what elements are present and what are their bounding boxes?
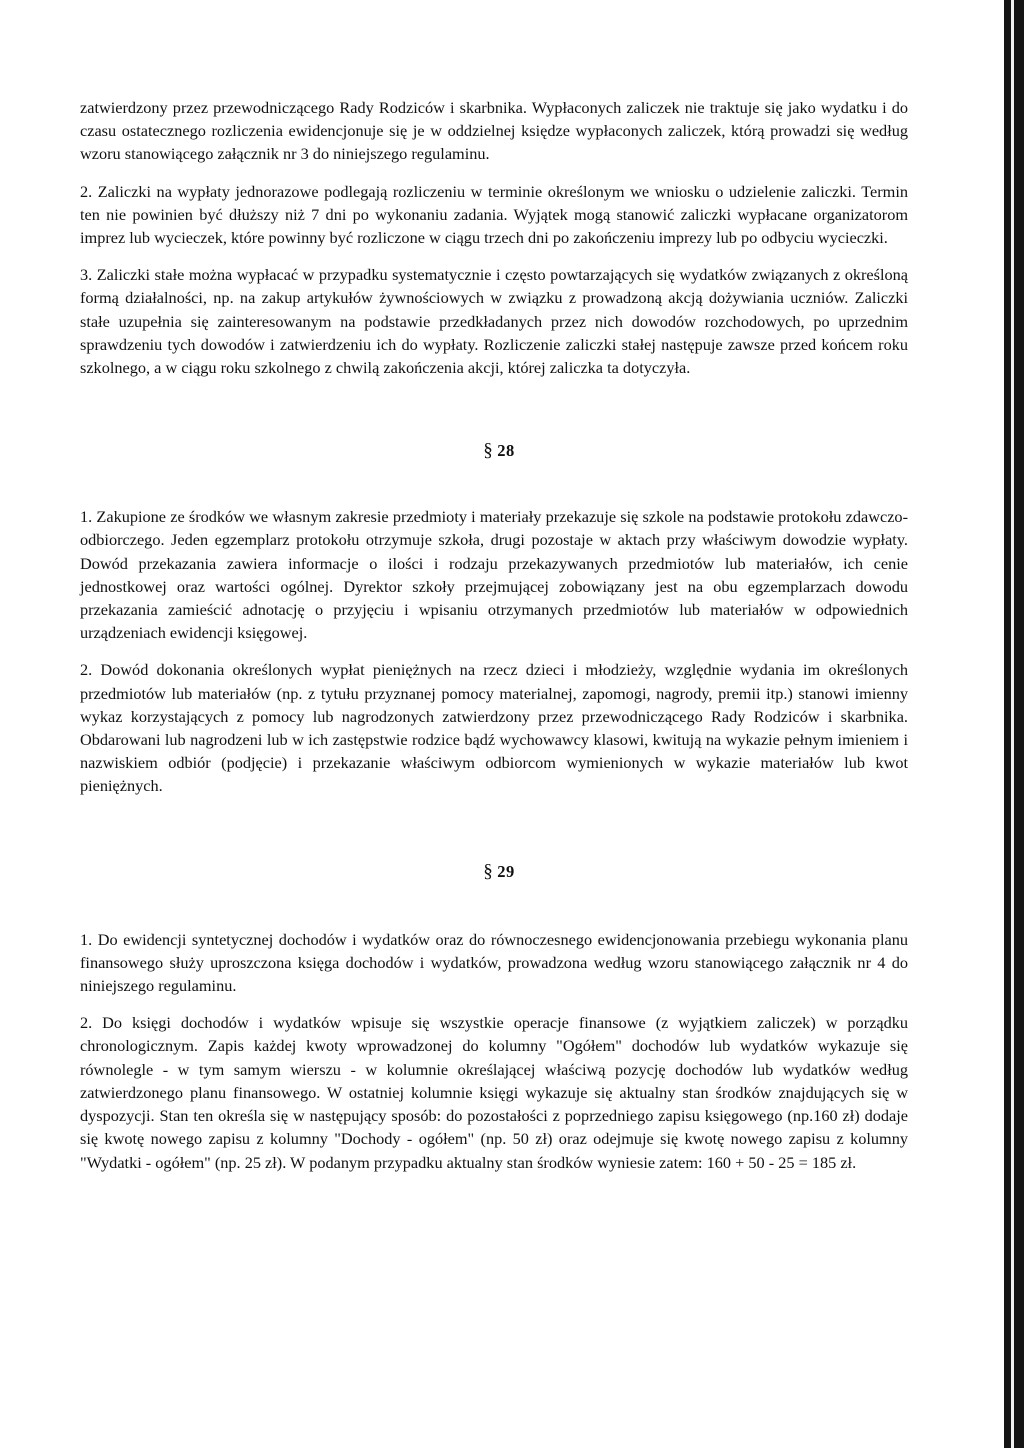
section-symbol: § — [483, 440, 494, 462]
section-29-paragraph-1: 1. Do ewidencji syntetycznej dochodów i wydatków oraz do równoczesnego ewidencjonowania przebiegu wykonania planu finansowego służy uproszczona księga dochodów i wydatków, prowadzona według wzoru stanowiącego załącznik nr 4 do niniejszego regulaminu. — [80, 929, 908, 996]
intro-paragraph: zatwierdzony przez przewodniczącego Rady Rodziców i skarbnika. Wypłaconych zaliczek nie traktuje się jako wydatku i do czasu ostatecznego rozliczenia ewidencjonuje się je w oddzielnej księdze wypłaconych zaliczek, którą prowadzi się według wzoru stanowiącego załącznik nr 3 do niniejszego regulaminu. — [80, 98, 908, 164]
section-symbol: § — [483, 860, 494, 882]
section-29-paragraph-2: 2. Do księgi dochodów i wydatków wpisuje się wszystkie operacje finansowe (z wyjątkiem zaliczek) w porządku chronologicznym. Zapis każdej kwoty wprowadzonej do kolumny "Ogółem" dochodów lub wydatków wykazuje się równolegle - w tym samym wierszu - w kolumnie określającej właściwą pozycję dochodów lub wydatków według zatwierdzonego planu finansowego. W ostatniej kolumnie księgi wykazuje się aktualny stan środków znajdujących się w dyspozycji. Stan ten określa się w następujący sposób: do pozostałości z poprzedniego zapisu księgowego (np.160 zł) dodaje się kwotę nowego zapisu z kolumny "Dochody - ogółem" (np. 50 zł) oraz odejmuje się kwotę nowego zapisu z kolumny "Wydatki - ogółem" (np. 25 zł). W podanym przypadku aktualny stan środków wyniesie zatem: 160 + 50 - 25 = 185 zł. — [80, 1013, 908, 1172]
section-28-heading — [90, 440, 908, 462]
scan-edge-line — [1011, 0, 1014, 1448]
section-28-paragraph-2: 2. Dowód dokonania określonych wypłat pieniężnych na rzecz dzieci i młodzieży, względnie wydania im określonych przedmiotów lub materiałów (np. z tytułu przyznanej pomocy materialnej, zapomogi, nagrody, premii itp.) stanowi imienny wykaz korzystających z pomocy lub nagrodzonych zatwierdzony przez przewodniczącego Rady Rodziców i skarbnika. Obdarowani lub nagrodzeni lub w ich zastępstwie rodzice bądź wychowawcy klasowi, kwitują na wykazie pełnym imieniem i nazwiskiem odbiór (podjęcie) i przekazanie właściwym odbiorcom wymienionych w wykazie materiałów lub kwot pieniężnych. — [80, 660, 908, 796]
section-29-heading — [90, 861, 908, 883]
paragraph-2: 2. Zaliczki na wypłaty jednorazowe podlegają rozliczeniu w terminie określonym we wniosku o udzielenie zaliczki. Termin ten nie powinien być dłuższy niż 7 dni po wykonaniu zadania. Wyjątek mogą stanowić zaliczki wypłacane organizatorom imprez lub wycieczek, które powinny być rozliczone w ciągu trzech dni po zakończeniu imprezy lub po odbyciu wycieczki. — [80, 181, 908, 248]
section-number: 29 — [497, 861, 515, 881]
scan-edge — [1004, 0, 1024, 1448]
paragraph-3: 3. Zaliczki stałe można wypłacać w przypadku systematycznie i często powtarzających się wydatków związanych z określoną formą działalności, np. na zakup artykułów żywnościowych w związku z prowadzoną akcją dożywiania uczniów. Zaliczki stałe uzupełnia się zainteresowanym na podstawie przedkładanych przez nich dowodów rozchodowych, po uprzednim sprawdzeniu tych dowodów i zatwierdzeniu ich do wypłaty. Rozliczenie zaliczki stałej następuje zawsze przed końcem roku szkolnego, a w ciągu roku szkolnego z chwilą zakończenia akcji, której zaliczka ta dotyczyła. — [80, 265, 908, 378]
document-body — [80, 96, 908, 1174]
section-28-paragraph-1: 1. Zakupione ze środków we własnym zakresie przedmioty i materiały przekazuje się szkole na podstawie protokołu zdawczo-odbiorczego. Jeden egzemplarz protokołu otrzymuje szkoła, drugi pozostaje w aktach przy właściwym dowodzie wypłaty. Dowód przekazania zawiera informacje o ilości i rodzaju przekazywanych przedmiotów lub materiałów, ich cenie jednostkowej oraz wartości ogólnej. Dyrektor szkoły przejmującej zobowiązany jest na obu egzemplarzach dowodu przekazania zamieścić adnotację o przyjęciu i wpisaniu otrzymanych przedmiotów lub materiałów w odpowiednich urządzeniach ewidencji księgowej. — [80, 507, 908, 643]
section-number: 28 — [497, 441, 515, 461]
